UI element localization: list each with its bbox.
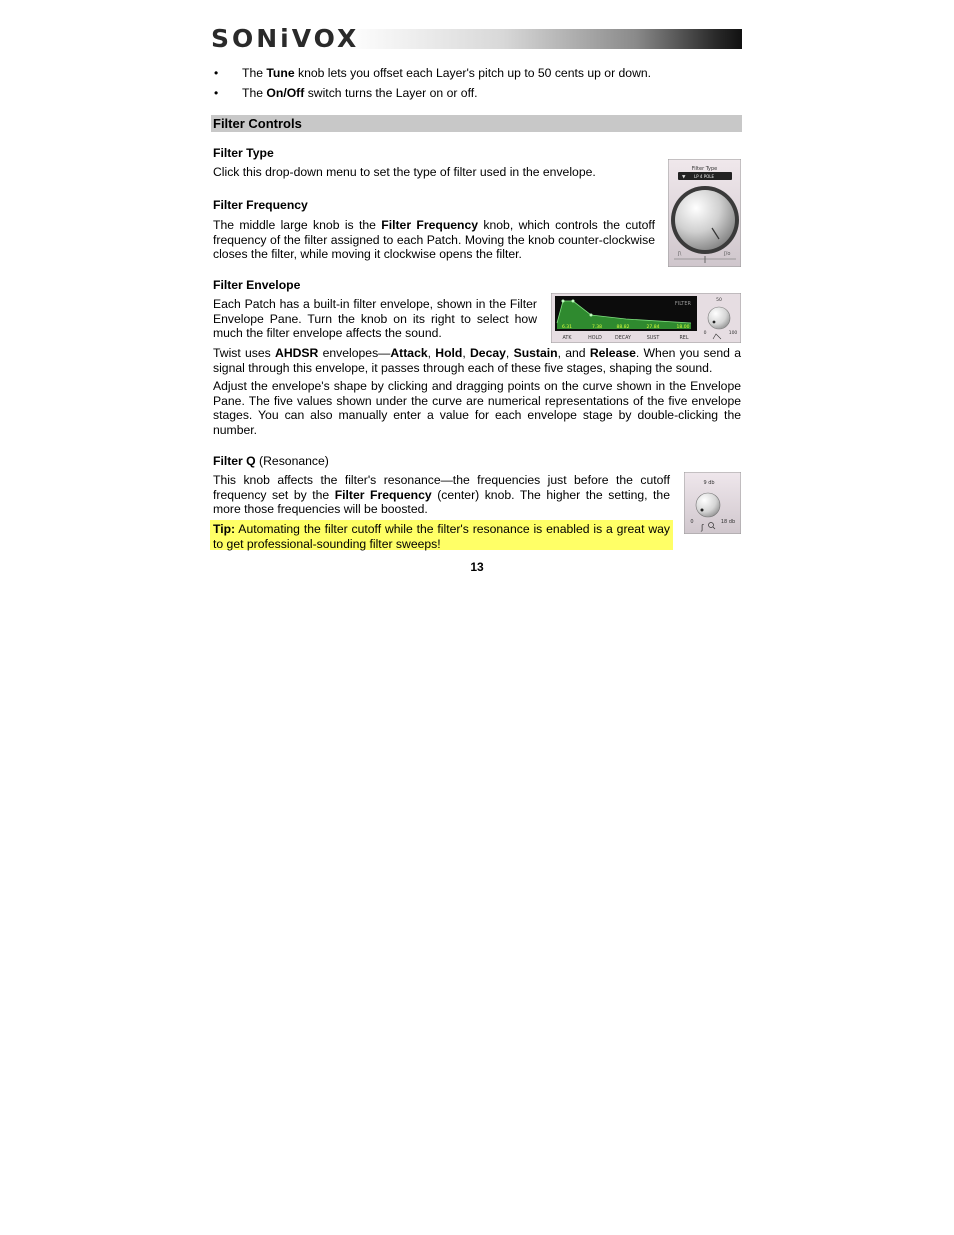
bullet-onoff: The On/Off switch turns the Layer on or off. bbox=[242, 86, 478, 100]
hold-value[interactable]: 7.38 bbox=[591, 325, 603, 330]
filter-type-value: LP 4 POLE bbox=[694, 174, 715, 179]
envelope-point[interactable] bbox=[590, 314, 593, 317]
filter-envelope-heading: Filter Envelope bbox=[213, 278, 301, 292]
dropdown-arrow-icon: ▼ bbox=[682, 175, 686, 180]
envelope-amount-knob[interactable] bbox=[708, 307, 730, 329]
svg-text:HOLD: HOLD bbox=[588, 336, 602, 341]
atk-value[interactable]: 6.31 bbox=[561, 325, 573, 330]
svg-text:9 db: 9 db bbox=[703, 480, 715, 486]
svg-text:ʃ/o: ʃ/o bbox=[724, 251, 731, 257]
filter-type-heading: Filter Type bbox=[213, 146, 274, 160]
bullet-icon: • bbox=[214, 86, 219, 100]
svg-text:SUST: SUST bbox=[646, 336, 660, 341]
filter-frequency-text: The middle large knob is the Filter Frequency knob, which controls the cutoff frequency of the filter assigned to each Patch. Moving the knob counter-clockwise closes the filter, while moving it clockwise opens the filter. bbox=[213, 218, 655, 262]
envelope-point[interactable] bbox=[562, 300, 565, 303]
svg-text:0: 0 bbox=[703, 331, 707, 336]
svg-text:DECAY: DECAY bbox=[615, 336, 631, 341]
decay-value[interactable]: 88.82 bbox=[616, 325, 630, 330]
svg-text:0: 0 bbox=[690, 519, 694, 525]
svg-text:ATK: ATK bbox=[562, 336, 572, 341]
svg-text:FILTER: FILTER bbox=[674, 301, 691, 307]
svg-text:18 db: 18 db bbox=[720, 519, 736, 525]
sonivox-logo: SONiVOX bbox=[211, 24, 360, 53]
svg-text:100: 100 bbox=[728, 331, 738, 336]
frequency-knob[interactable] bbox=[675, 190, 735, 250]
filter-q-knob-image bbox=[684, 472, 741, 534]
filter-envelope-text3: Adjust the envelope's shape by clicking and dragging points on the curve shown in the Envelope Pane. The five values shown under the curve are numerical representations of the five envelope stages. You can also manually enter a value for each envelope stage by double-clicking the number. bbox=[213, 379, 741, 437]
filter-q-heading: Filter Q (Resonance) bbox=[213, 454, 329, 468]
bullet-tune: The Tune knob lets you offset each Layer's pitch up to 50 cents up or down. bbox=[242, 66, 652, 80]
resonance-symbol-icon: ʃ bbox=[701, 523, 704, 532]
svg-text:50: 50 bbox=[716, 298, 722, 303]
filter-type-label: Filter Type bbox=[691, 166, 718, 172]
filter-type-text: Click this drop-down menu to set the type of filter used in the envelope. bbox=[213, 165, 596, 179]
envelope-point[interactable] bbox=[572, 300, 575, 303]
svg-text:REL: REL bbox=[679, 336, 689, 341]
section-title: Filter Controls bbox=[213, 116, 302, 131]
filter-envelope-pane-image bbox=[551, 293, 741, 343]
svg-text:ʃ\: ʃ\ bbox=[678, 251, 682, 257]
filter-envelope-text1: Each Patch has a built-in filter envelope, shown in the Filter Envelope Pane. Turn the knob on its right to select how much the filter envelope affects the sound. bbox=[213, 297, 537, 341]
page-number: 13 bbox=[470, 560, 484, 574]
filter-envelope-text2: Twist uses AHDSR envelopes—Attack, Hold, Decay, Sustain, and Release. When you send a signal through this envelope, it passes through each of these five stages, shaping the sound. bbox=[213, 346, 741, 375]
filter-q-text: This knob affects the filter's resonance—the frequencies just before the cutoff frequency set by the Filter Frequency (center) knob. The higher the setting, the more those frequencies will be boosted. bbox=[213, 473, 670, 517]
resonance-knob[interactable] bbox=[696, 493, 720, 517]
bullet-icon: • bbox=[214, 66, 219, 80]
filter-frequency-knob-image bbox=[668, 159, 741, 267]
tip-text: Tip: Automating the filter cutoff while the filter's resonance is enabled is a great way to get professional-sounding filter sweeps! bbox=[213, 522, 670, 551]
rel-value[interactable]: 18.00 bbox=[676, 325, 690, 330]
filter-frequency-heading: Filter Frequency bbox=[213, 198, 308, 212]
sust-value[interactable]: 27.84 bbox=[646, 325, 660, 330]
